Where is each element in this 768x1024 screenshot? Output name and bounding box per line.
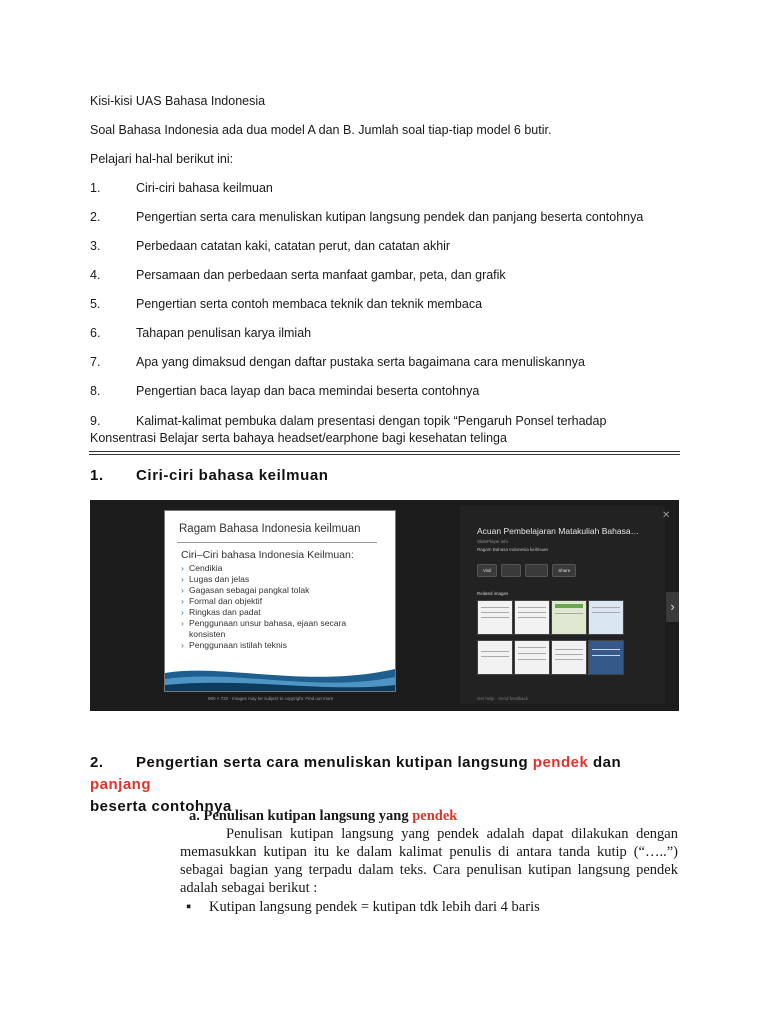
list-number: 1. [90, 181, 101, 195]
divider-bottom [89, 454, 680, 455]
list-item [90, 239, 690, 268]
share-button[interactable]: Share [552, 564, 576, 577]
panel-footer[interactable]: Get help · Send feedback [477, 696, 529, 701]
slide-divider [177, 542, 377, 543]
embedded-screenshot [90, 500, 679, 711]
related-thumbnail[interactable] [477, 600, 513, 635]
section-title-part: dan [588, 754, 622, 771]
doc-title: Kisi-kisi UAS Bahasa Indonesia [90, 94, 266, 108]
bullet-text: Kutipan langsung pendek = kutipan tdk lebih dari 4 baris [209, 899, 540, 915]
slide-point: › Gagasan sebagai pangkal tolak [181, 585, 381, 596]
panel-description: Ragam Bahasa Indonesia keilmuan [477, 547, 549, 552]
subsection-highlight: pendek [412, 808, 458, 824]
list-number: 8. [90, 384, 101, 398]
image-caption: 960 × 720 · Images may be subject to copyright. Find out more [208, 696, 334, 701]
list-number: 2. [90, 210, 101, 224]
close-icon[interactable]: ✕ [662, 510, 671, 521]
subsection-prefix: a. Penulisan kutipan langsung yang [189, 808, 413, 824]
related-thumbnail[interactable] [514, 600, 550, 635]
subsection-a-heading [189, 808, 457, 825]
list-text: Pengertian baca layap dan baca memindai beserta contohnya [136, 384, 480, 398]
unreadable-button[interactable] [525, 564, 548, 577]
list-number: 9. [90, 414, 101, 428]
section-number: 1. [90, 467, 104, 484]
slide-image [164, 510, 396, 692]
slide-subtitle: Ciri–Ciri bahasa Indonesia Keilmuan: [181, 549, 354, 561]
list-item [90, 297, 690, 326]
highlight-panjang: panjang [90, 776, 152, 793]
highlight-pendek: pendek [532, 754, 589, 771]
slide-point: › Penggunaan istilah teknis [181, 640, 381, 651]
related-thumbnail[interactable] [551, 600, 587, 635]
list-text: Apa yang dimaksud dengan daftar pustaka serta bagaimana cara menuliskannya [136, 355, 585, 369]
list-text-continuation: Konsentrasi Belajar serta bahaya headset/earphone bagi kesehatan telinga [90, 431, 507, 445]
list-text: Tahapan penulisan karya ilmiah [136, 326, 312, 340]
section-1-heading [90, 467, 329, 484]
chevron-right-icon[interactable]: › [666, 592, 679, 622]
list-text: Kalimat-kalimat pembuka dalam presentasi dengan topik “Pengaruh Ponsel terhadap [136, 414, 607, 428]
slide-point: › Formal dan objektif [181, 596, 381, 607]
slide-title: Ragam Bahasa Indonesia keilmuan [179, 523, 361, 535]
slide-point: › Cendikia [181, 563, 381, 574]
related-thumbnail[interactable] [514, 640, 550, 675]
slide-point: › Ringkas dan padat [181, 607, 381, 618]
visit-button[interactable]: Visit [477, 564, 497, 577]
panel-buttons [477, 564, 580, 577]
related-thumbnail[interactable] [588, 640, 624, 675]
image-detail-panel [460, 506, 671, 704]
section-title: Ciri-ciri bahasa keilmuan [136, 467, 329, 484]
slide-point: › Penggunaan unsur bahasa, ejaan secara konsisten [181, 618, 381, 640]
section-title-part: beserta contohnya [90, 798, 232, 815]
list-text: Pengertian serta cara menuliskan kutipan langsung pendek dan panjang beserta contohnya [136, 210, 644, 224]
related-thumbnail[interactable] [588, 600, 624, 635]
slide-point: › Lugas dan jelas [181, 574, 381, 585]
list-number: 6. [90, 326, 101, 340]
intro-line: Soal Bahasa Indonesia ada dua model A dan B. Jumlah soal tiap-tiap model 6 butir. [90, 123, 552, 137]
divider-top [89, 451, 680, 452]
list-text: Persamaan dan perbedaan serta manfaat gambar, peta, dan grafik [136, 268, 506, 282]
slide-points [181, 563, 381, 651]
list-item [90, 355, 690, 384]
list-item [90, 326, 690, 355]
slide-wave-decoration [165, 659, 395, 691]
panel-title[interactable]: Acuan Pembelajaran Matakuliah Bahasa… [477, 526, 640, 536]
list-text: Pengertian serta contoh membaca teknik dan teknik membaca [136, 297, 483, 311]
bullet-marker: ▪ [186, 899, 192, 915]
intro-instruction: Pelajari hal-hal berikut ini: [90, 152, 234, 166]
related-thumbnail[interactable] [551, 640, 587, 675]
list-item [90, 384, 690, 413]
list-item [90, 268, 690, 297]
list-number: 4. [90, 268, 101, 282]
list-number: 7. [90, 355, 101, 369]
list-item [90, 413, 690, 430]
list-text: Perbedaan catatan kaki, catatan perut, dan catatan akhir [136, 239, 451, 253]
list-number: 5. [90, 297, 101, 311]
body-paragraph [180, 825, 678, 897]
section-number: 2. [90, 754, 104, 771]
list-item [90, 181, 690, 210]
paragraph-text: Penulisan kutipan langsung yang pendek adalah dapat dilakukan dengan memasukkan kutipan itu ke dalam kalimat penulis di antara tanda kutip (“…..”) sebagai bagian yang terpadu dalam teks. Cara penulisan kutipan langsung pendek adalah sebagai berikut : [180, 826, 678, 896]
list-number: 3. [90, 239, 101, 253]
intro-block [90, 94, 690, 447]
list-text: Ciri-ciri bahasa keilmuan [136, 181, 273, 195]
panel-source[interactable]: SlidePlayer.info [477, 539, 509, 544]
related-thumbnail[interactable] [477, 640, 513, 675]
list-item [90, 210, 690, 239]
unreadable-button[interactable] [501, 564, 521, 577]
bullet-item [186, 899, 540, 916]
related-images-label: Related images [477, 591, 509, 596]
section-title-part: Pengertian serta cara menuliskan kutipan langsung [136, 754, 533, 771]
